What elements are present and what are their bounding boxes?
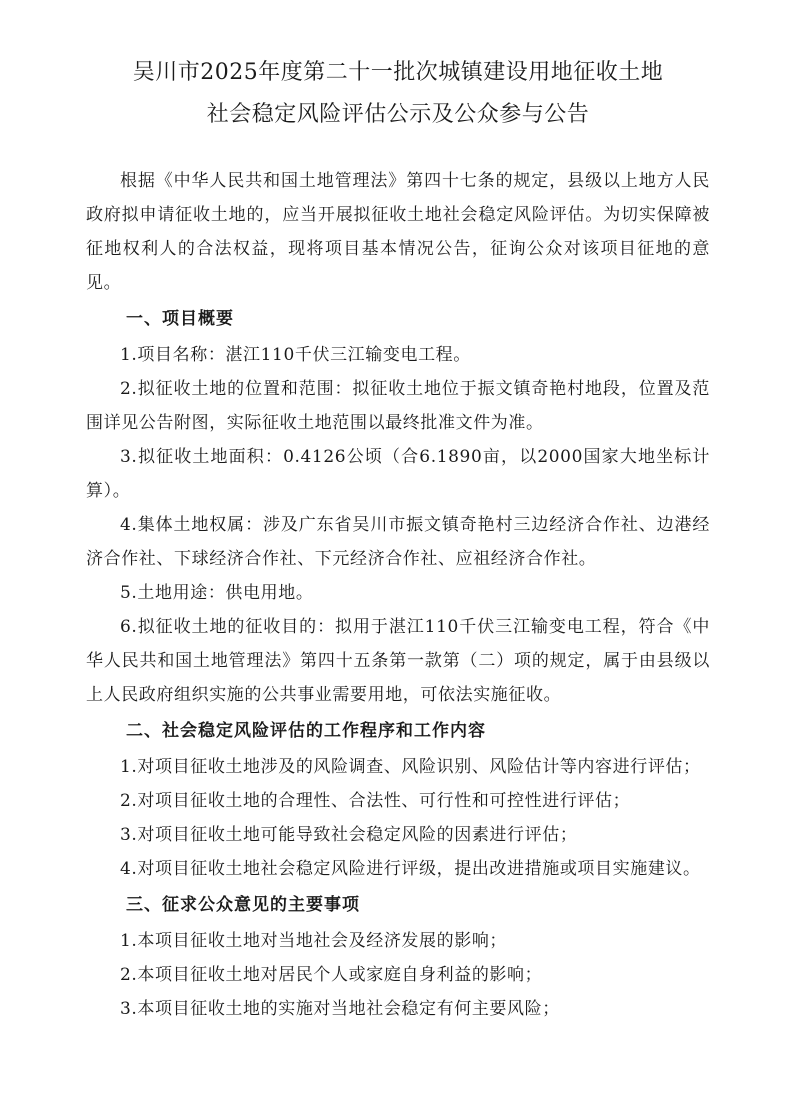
- section-2-item-3: 3.对项目征收土地可能导致社会稳定风险的因素进行评估；: [120, 825, 578, 845]
- section-1-heading: 一、项目概要: [126, 309, 234, 329]
- section-1-item-5: 5.土地用途：供电用地。: [120, 583, 314, 603]
- section-3-item-2: 2.本项目征收土地对居民个人或家庭自身利益的影响；: [120, 965, 543, 985]
- section-1-item-3: 3.拟征收土地面积：0.4126公顷（合6.1890亩，以2000国家大地坐标计算）。: [86, 447, 710, 501]
- section-1-item-1: 1.项目名称：湛江110千伏三江输变电工程。: [120, 345, 471, 365]
- section-2-heading: 二、社会稳定风险评估的工作程序和工作内容: [126, 721, 486, 741]
- section-1-item-4: 4.集体土地权属：涉及广东省吴川市振文镇奇艳村三边经济合作社、边港经济合作社、下球经济合作社、下元经济合作社、应祖经济合作社。: [86, 515, 710, 569]
- intro-paragraph: 根据《中华人民共和国土地管理法》第四十七条的规定，县级以上地方人民政府拟申请征收土地的，应当开展拟征收土地社会稳定风险评估。为切实保障被征地权利人的合法权益，现将项目基本情况公告，征询公众对该项目征地的意见。: [86, 171, 710, 293]
- section-1-item-2: 2.拟征收土地的位置和范围：拟征收土地位于振文镇奇艳村地段，位置及范围详见公告附图，实际征收土地范围以最终批准文件为准。: [86, 379, 710, 433]
- document-title-line-1: 吴川市2025年度第二十一批次城镇建设用地征收土地: [132, 60, 664, 85]
- section-2-item-1: 1.对项目征收土地涉及的风险调查、风险识别、风险估计等内容进行评估；: [120, 757, 701, 777]
- document-title-line-2: 社会稳定风险评估公示及公众参与公告: [206, 102, 590, 127]
- section-3-item-1: 1.本项目征收土地对当地社会及经济发展的影响；: [120, 931, 508, 951]
- section-3-heading: 三、征求公众意见的主要事项: [126, 895, 360, 915]
- section-2-item-4: 4.对项目征收土地社会稳定风险进行评级，提出改进措施或项目实施建议。: [120, 859, 701, 879]
- section-3-item-3: 3.本项目征收土地的实施对当地社会稳定有何主要风险；: [120, 999, 560, 1019]
- section-2-item-2: 2.对项目征收土地的合理性、合法性、可行性和可控性进行评估；: [120, 791, 631, 811]
- section-1-item-6: 6.拟征收土地的征收目的：拟用于湛江110千伏三江输变电工程，符合《中华人民共和国土地管理法》第四十五条第一款第（二）项的规定，属于由县级以上人民政府组织实施的公共事业需要用地，可依法实施征收。: [86, 617, 710, 705]
